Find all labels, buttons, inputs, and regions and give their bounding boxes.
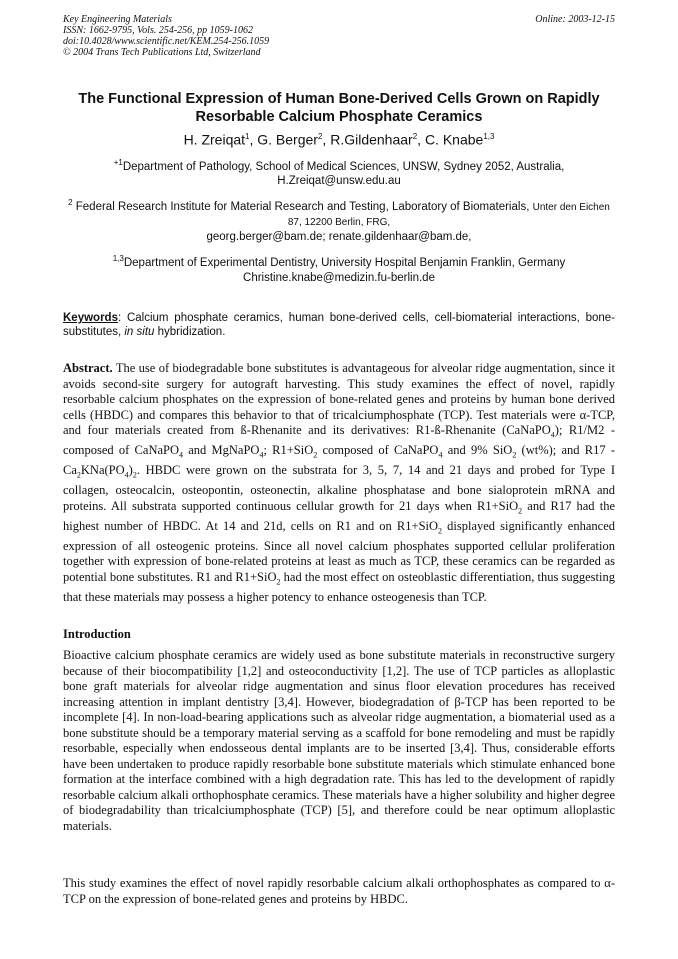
affiliation-email: Christine.knabe@medizin.fu-berlin.de [243, 272, 435, 285]
affiliation-text: Federal Research Institute for Material Research and Testing, Laboratory of Biomaterials, [75, 201, 530, 214]
affiliation-sup: +1 [113, 157, 123, 167]
affiliation-sup: 1,3 [112, 254, 124, 264]
introduction-paragraph-1: Bioactive calcium phosphate ceramics are widely used as bone substitute materials in reconstructive surgery because of their biocompatibility [1,2] and osteoconductivity [1,2]. The use of TCP particles as alloplastic bone graft materials for alveolar ridge augmentation and sinus floor elevation procedures has received increasing attention in implant dentistry [3,4]. However, biodegradation of β-TCP has been reported to be incomplete [4]. In non-load-bearing applications such as alveolar ridge augmentation, a biomaterial used as a bone substitute should be a temporary material serving as a scaffold for bone remodeling and must be rapidly resorbable, especially when endosseous dental implants are to be inserted [3,4]. Thus, considerable efforts have been undertaken to produce rapidly resorbable bone substitute materials which stimulate enhanced bone formation at the interface combined with a high degradation rate. This has led to the development of rapidly resorbable calcium alkali orthophosphate ceramics. These materials have a higher solubility and higher degree of biodegradability than tricalciumphosphate (TCP) [5], and therefore could be near optimum alloplastic materials. [63, 648, 615, 833]
abstract-text: ; R1+SiO [263, 443, 314, 457]
affiliation [60, 155, 618, 190]
keywords: Keywords: Calcium phosphate ceramics, human bone-derived cells, cell-biomaterial interactions, bone-substitutes, in situ hybridization. [63, 312, 616, 338]
author-sup: 2 [317, 132, 323, 141]
affiliation-address: Unter den Eichen 87, 12200 Berlin, FRG, [287, 202, 610, 229]
journal-header [63, 14, 615, 58]
abstract-text: . HBDC were grown on the substrata for 3, 5, 7, 14 and 21 days and probed for Type I collagen, osteocalcin, osteopontin, osteonectin, alkaline phosphatase and bone sialoprotein mRNA and proteins. All substrata supported continuous cellular growth for 21 days when R1+SiO [63, 463, 615, 513]
abstract-text: and MgNaPO [183, 443, 260, 457]
abstract [63, 361, 615, 605]
online-date: Online: 2003-12-15 [535, 14, 615, 25]
author-sup: 1,3 [483, 132, 495, 141]
subscript: 4 [259, 450, 264, 460]
subscript: 2 [276, 577, 281, 586]
section-heading-introduction: Introduction [63, 627, 131, 641]
abstract-text: and R17 had the highest number of HBDC. At 14 and 21d, cells on R1 and on R1+SiO [63, 498, 615, 533]
title-block [60, 90, 618, 286]
abstract-text: composed of CaNaPO [317, 443, 439, 457]
paper-title: The Functional Expression of Human Bone-Derived Cells Grown on Rapidly Resorbable Calcium Phosphate Ceramics [78, 91, 600, 125]
affiliation-sup: 2 [68, 198, 73, 208]
subscript: 4 [124, 470, 129, 480]
subscript: 2 [512, 450, 517, 460]
subscript: 2 [518, 506, 523, 515]
subscript: 2 [438, 526, 443, 535]
subscript: 4 [179, 450, 183, 460]
keywords-text-end: hybridization. [157, 326, 226, 338]
abstract-text: ); R1/M2 - composed of CaNaPO [63, 423, 615, 457]
introduction-paragraph-2: This study examines the effect of novel rapidly resorbable calcium alkali orthophosphates as compared to α-TCP on the expression of bone-related genes and proteins by HBDC. [63, 876, 615, 906]
subscript: 2 [313, 450, 318, 460]
author-name: C. Knabe [424, 131, 484, 148]
subscript: 2 [132, 470, 137, 480]
keywords-italic: in situ [124, 326, 155, 338]
keywords-text: Calcium phosphate ceramics, human bone-derived cells, cell-biomaterial interactions, bone-substitutes, [63, 312, 616, 338]
abstract-text: and 9% SiO [442, 443, 513, 457]
author-sup: 2 [412, 132, 418, 141]
abstract-label: Abstract. [63, 361, 113, 375]
abstract-text: The use of biodegradable bone substitutes is advantageous for alveolar ridge augmentation, since it avoids second-site surgery for autograft harvesting. This study examines the effect of novel, rapidly resorbable calcium phosphates on the expression of bone-related genes and proteins by human bone derived cells (HBDC) and compares this behavior to that of tricalciumphosphate (TCP). Test materials were α-TCP, and four materials created from ß-Rhenanite and its derivatives: R1-ß-Rhenanite (CaNaPO [63, 361, 615, 437]
abstract-text: had the most effect on osteoblastic differentiation, thus suggesting that these materials may possess a higher potency to enhance osteogenesis than TCP. [63, 569, 615, 604]
author-name: G. Berger [257, 131, 318, 148]
abstract-text: ) [128, 463, 133, 477]
abstract-text: displayed significantly enhanced expression of all osteogenic proteins. Since all novel calcium phosphates supported cellular proliferation together with expression of bone-related proteins at least as much as TCP, these ceramics can be regarded as potential bone substitutes. R1 and R1+SiO [63, 518, 615, 584]
affiliation [60, 195, 618, 245]
journal-name: Key Engineering Materials [63, 14, 172, 25]
affiliation [60, 251, 618, 286]
author-list: H. Zreiqat$^1$, G. Berger$^2$, R.Gildenhaar$^2$, C. Knabe$^{1,3}$ [183, 131, 495, 148]
journal-copyright: © 2004 Trans Tech Publications Ltd, Switzerland [63, 47, 261, 58]
subscript: 4 [550, 430, 555, 440]
affiliation-email: georg.berger@bam.de; renate.gildenhaar@bam.de, [206, 231, 472, 244]
journal-doi: doi:10.4028/www.scientific.net/KEM.254-256.1059 [63, 36, 270, 47]
subscript: 4 [438, 450, 443, 460]
journal-issn: ISSN: 1662-9795, Vols. 254-256, pp 1059-1062 [63, 25, 253, 36]
keywords-label: Keywords [63, 312, 118, 324]
author-name: R.Gildenhaar [330, 131, 413, 148]
affiliation-text: Department of Pathology, School of Medical Sciences, UNSW, Sydney 2052, Australia, [122, 160, 565, 173]
subscript: 2 [76, 470, 81, 480]
affiliation-email: H.Zreiqat@unsw.edu.au [277, 175, 401, 188]
abstract-text: KNa(PO [80, 463, 125, 477]
abstract-text: (wt%); and R17 - Ca [63, 443, 616, 477]
author-name: H. Zreiqat [183, 131, 246, 148]
affiliation-text: Department of Experimental Dentistry, University Hospital Benjamin Franklin, Germany [123, 257, 566, 270]
author-sup: 1 [245, 132, 250, 141]
